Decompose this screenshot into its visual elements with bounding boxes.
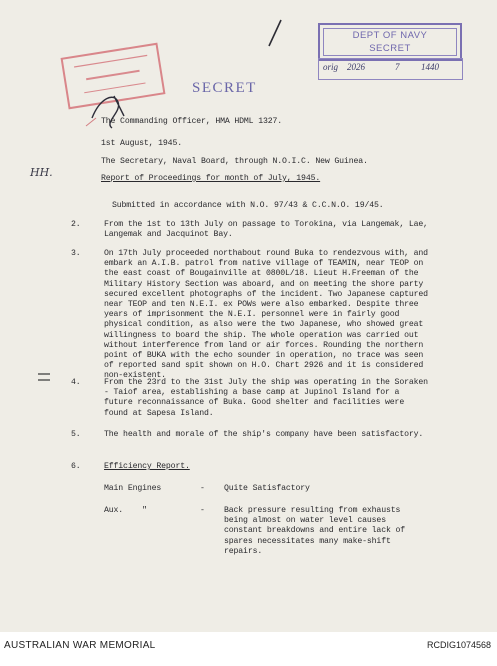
para-number: 3. <box>71 249 81 258</box>
para-number: 4. <box>71 378 81 387</box>
footer-institution: AUSTRALIAN WAR MEMORIAL <box>4 640 156 651</box>
para-number: 2. <box>71 220 81 229</box>
registry-box <box>318 58 463 80</box>
margin-initials: HH. <box>30 166 53 179</box>
pen-slash-mark <box>265 18 285 48</box>
efficiency-dash: - <box>200 484 205 493</box>
efficiency-value: Back pressure resulting from exhausts being almost on water level causes constant breakdowns and entire lack of spares necessitates many make-shift repairs. <box>224 506 406 556</box>
paragraph-text: The health and morale of the ship's company have been satisfactory. <box>104 430 424 439</box>
registry-prefix: orig <box>323 62 339 72</box>
stamp-navy-line2: SECRET <box>369 43 411 54</box>
registry-file: 1440 <box>421 62 439 72</box>
date-line: 1st August, 1945. <box>101 139 182 148</box>
dept-of-navy-stamp <box>318 23 462 61</box>
footer-catalog-id: RCDIG1074568 <box>426 640 491 650</box>
secret-stamp: SECRET <box>192 80 257 96</box>
efficiency-heading: Efficiency Report. <box>104 462 190 471</box>
to-line: The Secretary, Naval Board, through N.O.I.C. New Guinea. <box>101 157 368 166</box>
efficiency-label: Aux. " <box>104 506 147 515</box>
from-line: The Commanding Officer, HMA HDML 1327. <box>101 117 283 126</box>
efficiency-value: Quite Satisfactory <box>224 484 310 493</box>
stamp-navy-line1: DEPT OF NAVY <box>352 30 428 41</box>
margin-tick-marks <box>36 370 54 384</box>
subject-line: Report of Proceedings for month of July, 1945. <box>101 174 321 183</box>
para-number: 5. <box>71 430 81 439</box>
paragraph-text: From the 23rd to the 31st July the ship was operating in the Soraken - Taiof area, establishing a base camp at Jupinol Island for a future reconnaissance of Buka. Good shelter and facilities were found at Sapesa Island. <box>104 378 428 418</box>
efficiency-dash: - <box>200 506 205 515</box>
para-number: 6. <box>71 462 81 471</box>
registry-sub: 7 <box>395 62 400 72</box>
paragraph-text: On 17th July proceeded northabout round Buka to rendezvous with, and embark an A.I.B. patrol from native village of TEAMIN, near TEOP on the east coast of Bougainville at 0800L/18. Lieut H.Freeman of the Military History Section was aboard, and on meeting the shore party secured excellent photographs of the incident. Two Japanese captured near TEOP and ten N.E.I. ex POWs were also embarked. Despite three years of imprisonment the N.E.I. personnel were in fairly good physical condition, as also were the two Japanese, who showed great willingness to board the ship. The whole operation was carried out without interference from land or air forces. Rounding the northern point of BUKA with the echo sounder in operation, no trace was seen of reported sand spit shown on H.O. Chart 2926 and it is considered non-existent. <box>104 249 428 381</box>
submitted-line: Submitted in accordance with N.O. 97/43 & C.C.N.O. 19/45. <box>112 201 384 210</box>
efficiency-label: Main Engines <box>104 484 162 493</box>
paragraph-text: From the 1st to 13th July on passage to Torokina, via Langemak, Lae, Langemak and Jacquinot Bay. <box>104 220 428 240</box>
registry-number: 2026 <box>347 62 365 72</box>
